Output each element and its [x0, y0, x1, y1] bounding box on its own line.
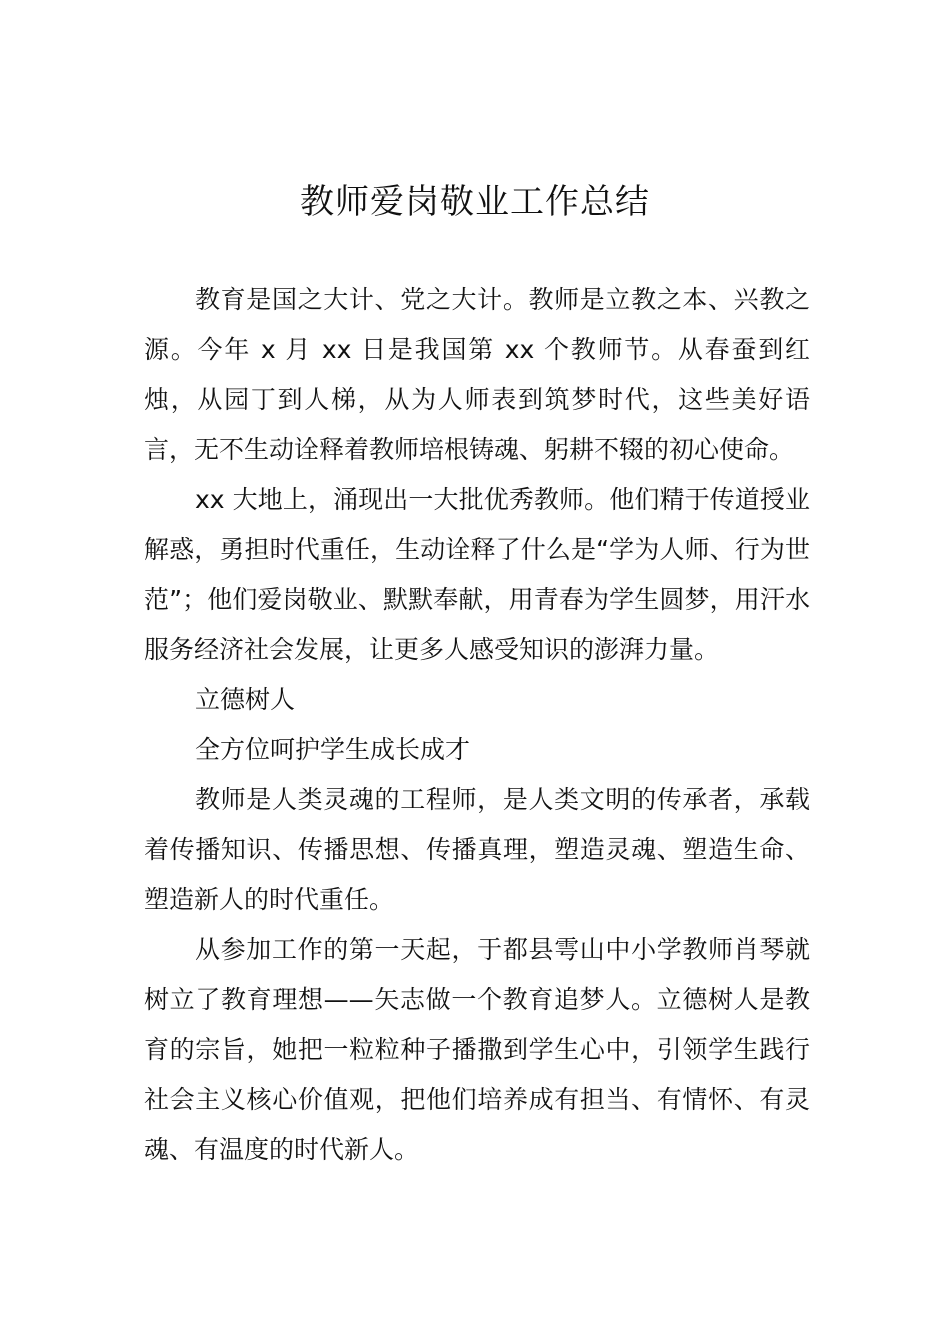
- paragraph-xiaoqin: 从参加工作的第一天起，于都县雩山中小学教师肖琴就树立了教育理想——矢志做一个教育追梦人。立德树人是教育的宗旨，她把一粒粒种子播撒到学生心中，引领学生践行社会主义核心价值观，把他们培养成有担当、有情怀、有灵魂、有温度的时代新人。: [144, 935, 810, 1164]
- section-subheading: 全方位呵护学生成长成才: [195, 735, 471, 764]
- paragraph-teachers: xx 大地上，涌现出一大批优秀教师。他们精于传道授业解惑，勇担时代重任，生动诠释了什么是“学为人师、行为世范”；他们爱岗敬业、默默奉献，用青春为学生圆梦，用汗水服务经济社会发展，让更多人感受知识的澎湃力量。: [144, 485, 810, 664]
- section-heading: 立德树人: [195, 685, 296, 714]
- document-title: 教师爱岗敬业工作总结: [300, 182, 650, 222]
- document-body: [144, 275, 810, 1175]
- paragraph-engineer: 教师是人类灵魂的工程师，是人类文明的传承者，承载着传播知识、传播思想、传播真理，塑造灵魂、塑造生命、塑造新人的时代重任。: [144, 785, 810, 914]
- paragraph-intro: 教育是国之大计、党之大计。教师是立教之本、兴教之源。今年 x 月 xx 日是我国第 xx 个教师节。从春蚕到红烛，从园丁到人梯，从为人师表到筑梦时代，这些美好语言，无不生动诠释着教师培根铸魂、躬耕不辍的初心使命。: [144, 285, 810, 464]
